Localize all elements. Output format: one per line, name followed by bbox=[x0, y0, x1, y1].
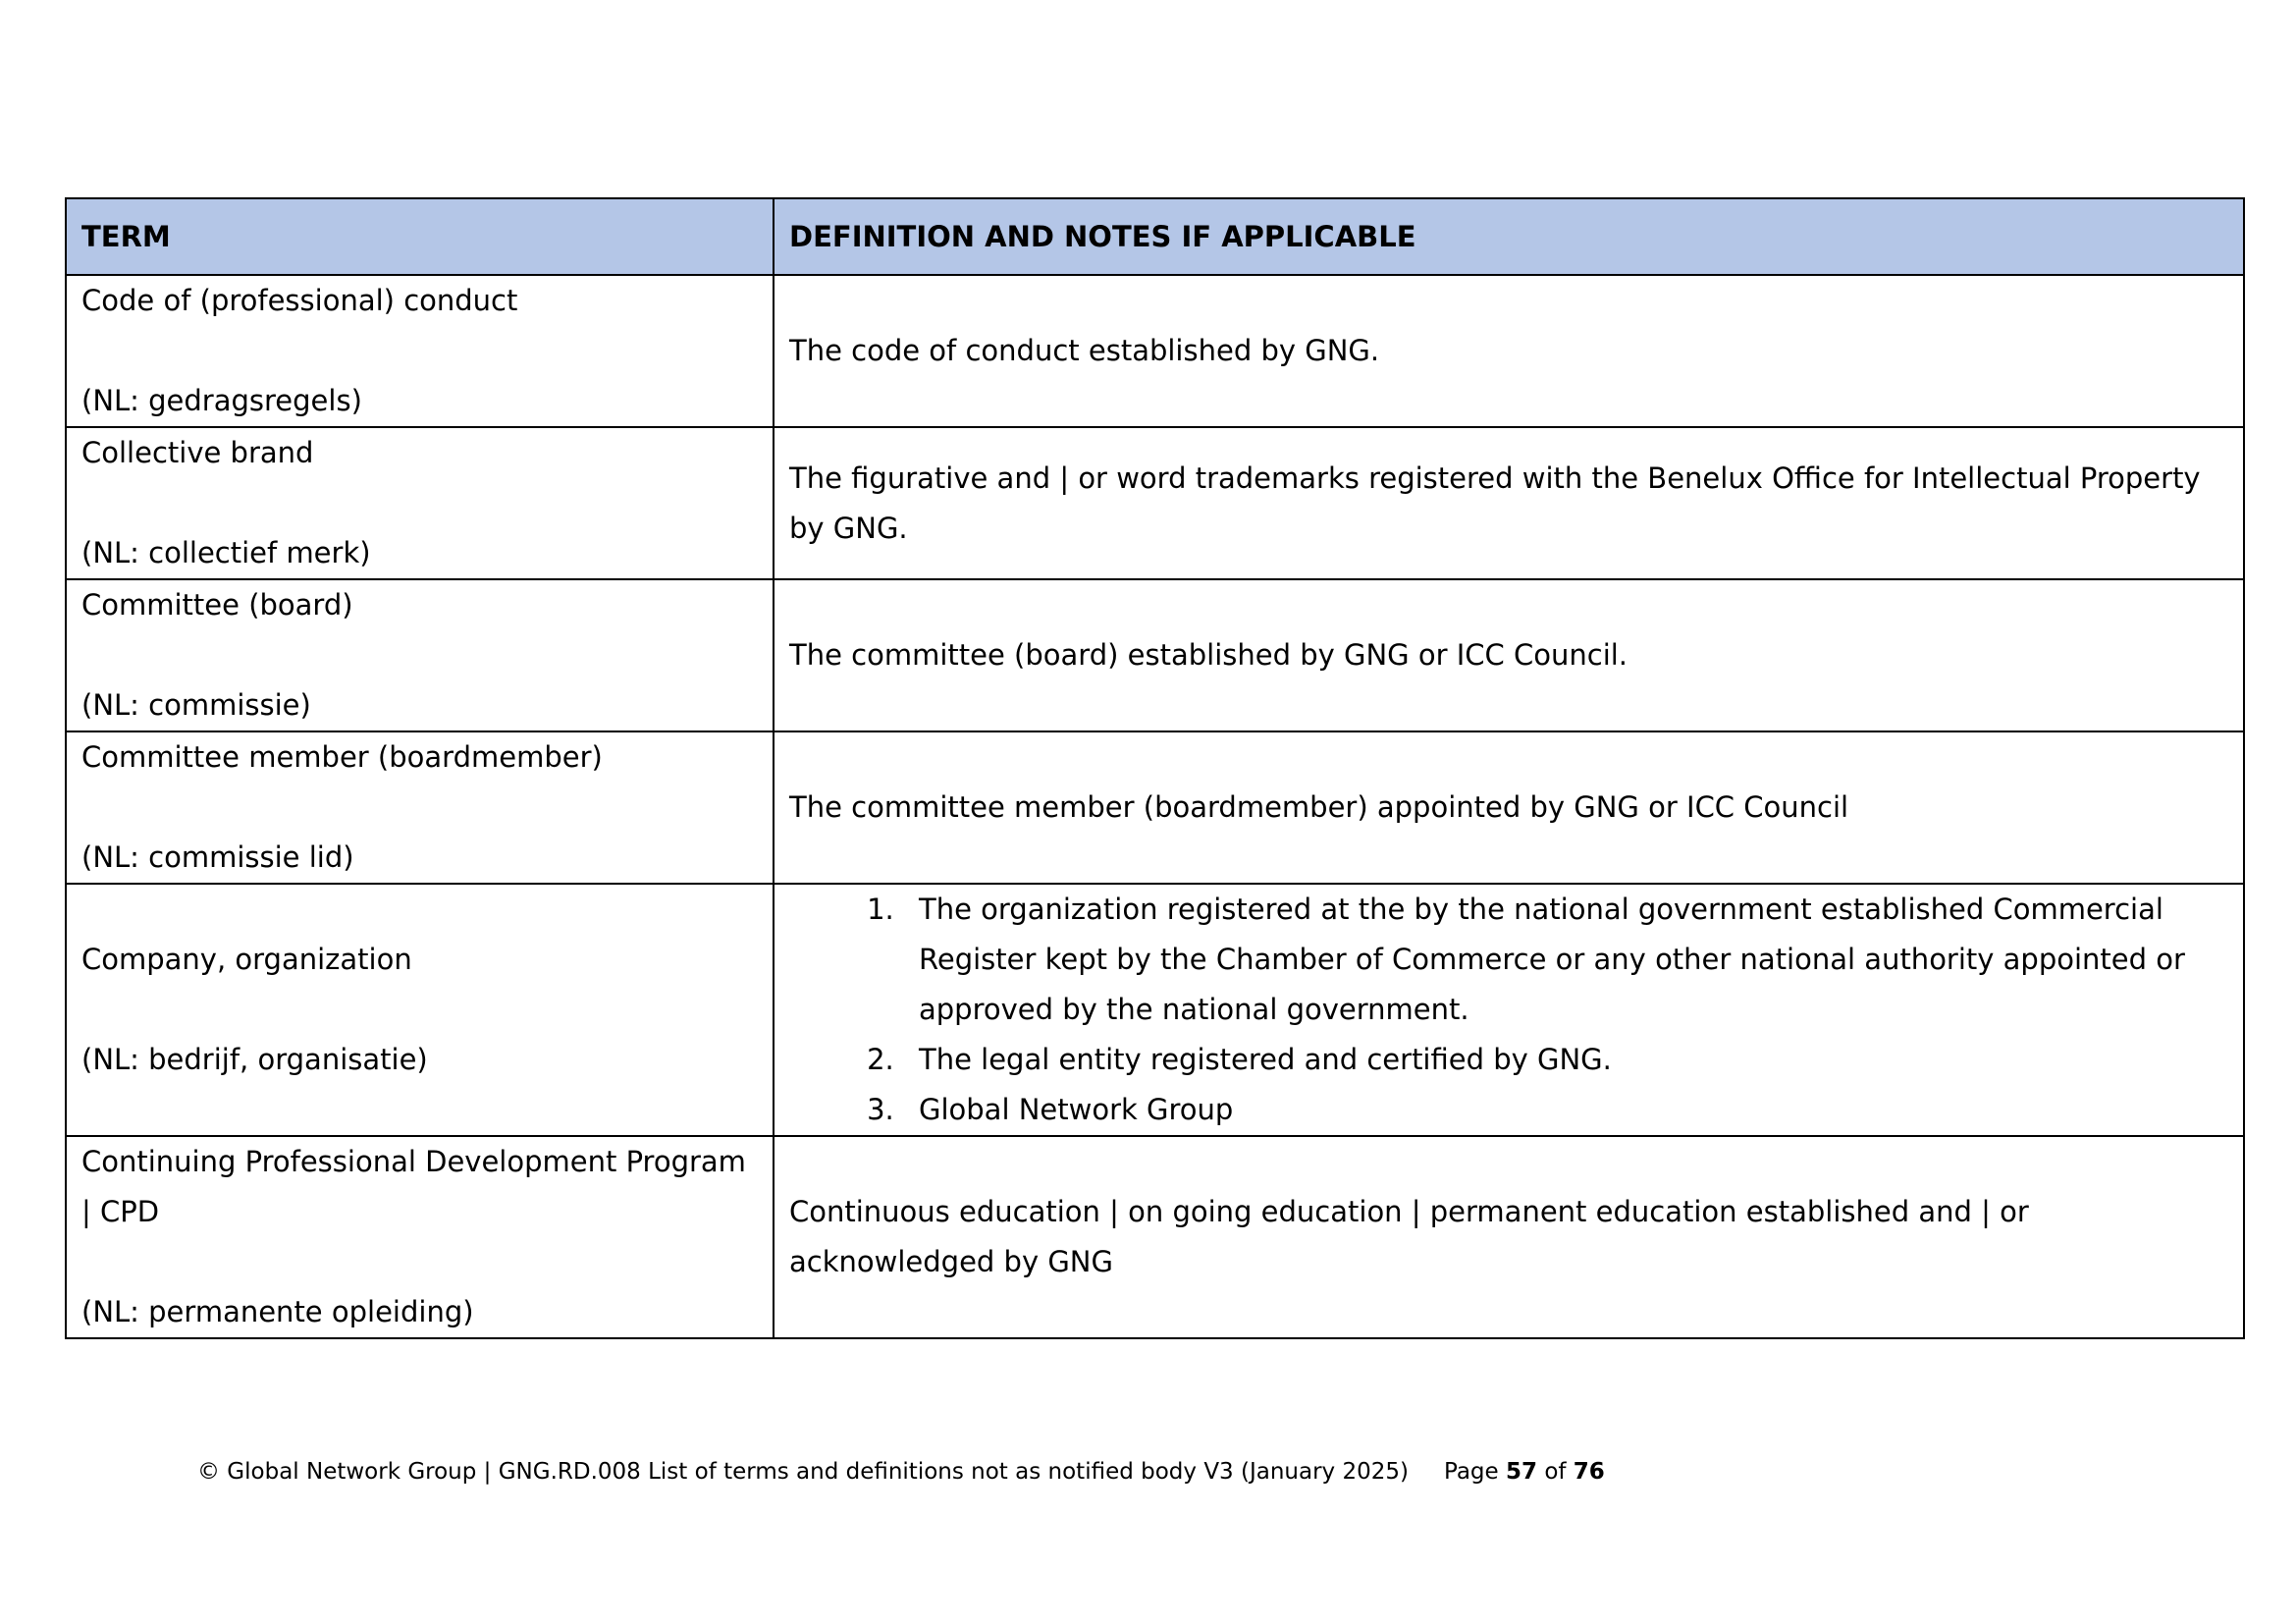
page-of: of bbox=[1544, 1459, 1567, 1485]
term-cell bbox=[66, 579, 774, 731]
term-dutch: (NL: gedragsregels) bbox=[81, 384, 362, 417]
definition-cell: The committee (board) established by GNG or ICC Council. bbox=[774, 579, 2244, 731]
term-dutch: (NL: collectief merk) bbox=[81, 536, 371, 569]
page-label: Page bbox=[1443, 1459, 1499, 1485]
definition-cell: The committee member (boardmember) appointed by GNG or ICC Council bbox=[774, 731, 2244, 884]
term-name: Company, organization bbox=[81, 943, 412, 976]
term-dutch: (NL: permanente opleiding) bbox=[81, 1295, 474, 1328]
term-name: Committee (board) bbox=[81, 588, 353, 622]
definition-list-item: 1. The organization registered at the by the national government established Commercial Register kept by the Chamber of Commerce or any other national authority appointed or approved by the national government. bbox=[903, 885, 2228, 1035]
table-row bbox=[66, 275, 2244, 427]
table-row bbox=[66, 731, 2244, 884]
definition-cell bbox=[774, 884, 2244, 1136]
term-cell bbox=[66, 1136, 774, 1338]
term-dutch: (NL: commissie) bbox=[81, 688, 311, 722]
term-dutch: (NL: bedrijf, organisatie) bbox=[81, 1043, 428, 1076]
definition-list bbox=[789, 885, 2228, 1135]
term-cell bbox=[66, 884, 774, 1136]
table-header-row bbox=[66, 198, 2244, 275]
footer-copyright: © Global Network Group | GNG.RD.008 List of terms and definitions not as notified body V3 (January 2025) bbox=[197, 1459, 1409, 1485]
term-cell bbox=[66, 731, 774, 884]
term-dutch: (NL: commissie lid) bbox=[81, 840, 354, 874]
table-row bbox=[66, 427, 2244, 579]
term-cell bbox=[66, 427, 774, 579]
page-footer bbox=[197, 1459, 1605, 1485]
page-current: 57 bbox=[1505, 1459, 1537, 1485]
table-row bbox=[66, 1136, 2244, 1338]
term-name: Code of (professional) conduct bbox=[81, 284, 518, 317]
definition-cell: Continuous education | on going education | permanent education established and | or acknowledged by GNG bbox=[774, 1136, 2244, 1338]
term-name: Committee member (boardmember) bbox=[81, 740, 603, 774]
term-cell bbox=[66, 275, 774, 427]
definition-cell: The code of conduct established by GNG. bbox=[774, 275, 2244, 427]
definition-list-item: 3. Global Network Group bbox=[903, 1085, 2228, 1135]
page-number bbox=[1444, 1459, 1605, 1485]
page-total: 76 bbox=[1573, 1459, 1605, 1485]
header-term: TERM bbox=[66, 198, 774, 275]
header-definition: DEFINITION AND NOTES IF APPLICABLE bbox=[774, 198, 2244, 275]
table-row bbox=[66, 579, 2244, 731]
term-name: Continuing Professional Development Program | CPD bbox=[81, 1145, 746, 1228]
definition-cell: The figurative and | or word trademarks registered with the Benelux Office for Intellectual Property by GNG. bbox=[774, 427, 2244, 579]
definition-list-item: 2. The legal entity registered and certified by GNG. bbox=[903, 1035, 2228, 1085]
terms-definitions-table bbox=[65, 197, 2245, 1339]
term-name: Collective brand bbox=[81, 436, 314, 469]
table-row bbox=[66, 884, 2244, 1136]
